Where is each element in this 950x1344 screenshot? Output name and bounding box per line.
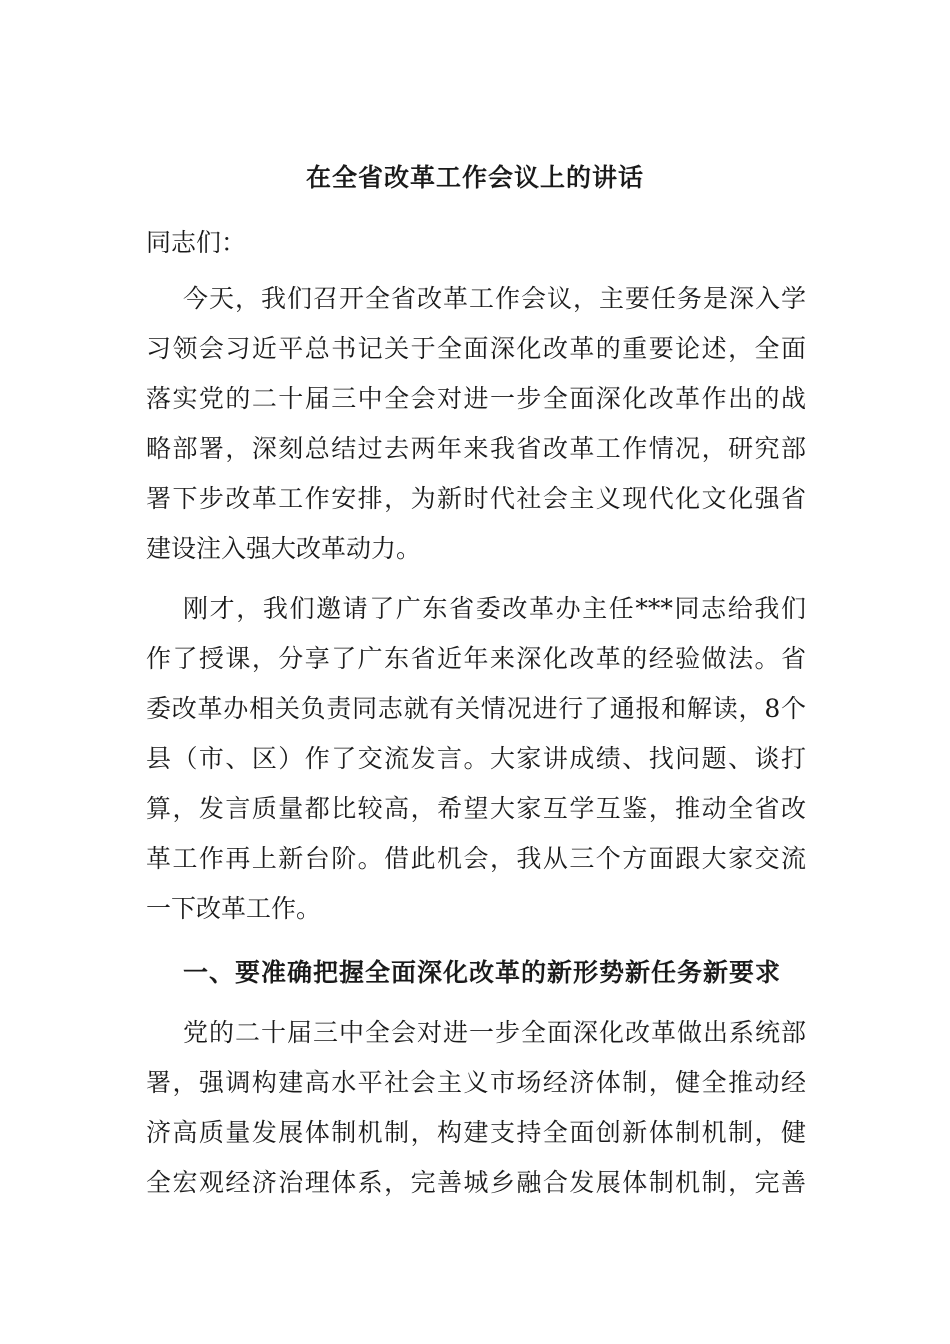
paragraph-2-line-3: 委改革办相关负责同志就有关情况进行了通报和解读，8个 [146,694,806,723]
paragraph-1-line-4: 略部署，深刻总结过去两年来我省改革工作情况，研究部 [146,434,806,463]
paragraph-1-line-1: 今天，我们召开全省改革工作会议，主要任务是深入学 [183,284,806,313]
section-paragraph-line-4: 全宏观经济治理体系，完善城乡融合发展体制机制，完善 [146,1168,806,1197]
section-paragraph-line-3: 济高质量发展体制机制，构建支持全面创新体制机制，健 [146,1118,806,1147]
section-paragraph-line-1: 党的二十届三中全会对进一步全面深化改革做出系统部 [183,1018,806,1047]
paragraph-2-line-6: 革工作再上新台阶。借此机会，我从三个方面跟大家交流 [146,844,806,873]
paragraph-2-line-1: 刚才，我们邀请了广东省委改革办主任***同志给我们 [183,594,806,623]
salutation: 同志们： [146,228,247,257]
section-paragraph-line-2: 署，强调构建高水平社会主义市场经济体制，健全推动经 [146,1068,806,1097]
paragraph-1-line-6: 建设注入强大改革动力。 [146,534,422,563]
paragraph-2-line-7: 一下改革工作。 [146,894,322,923]
paragraph-1-line-5: 署下步改革工作安排，为新时代社会主义现代化文化强省 [146,484,806,513]
paragraph-1-line-2: 习领会习近平总书记关于全面深化改革的重要论述，全面 [146,334,806,363]
document-title: 在全省改革工作会议上的讲话 [305,163,644,192]
paragraph-2-line-2: 作了授课，分享了广东省近年来深化改革的经验做法。省 [146,644,806,673]
paragraph-2-line-5: 算，发言质量都比较高，希望大家互学互鉴，推动全省改 [146,794,806,823]
section-heading: 一、要准确把握全面深化改革的新形势新任务新要求 [183,958,782,987]
paragraph-1-line-3: 落实党的二十届三中全会对进一步全面深化改革作出的战 [146,384,806,413]
paragraph-2-line-4: 县（市、区）作了交流发言。大家讲成绩、找问题、谈打 [146,744,806,773]
